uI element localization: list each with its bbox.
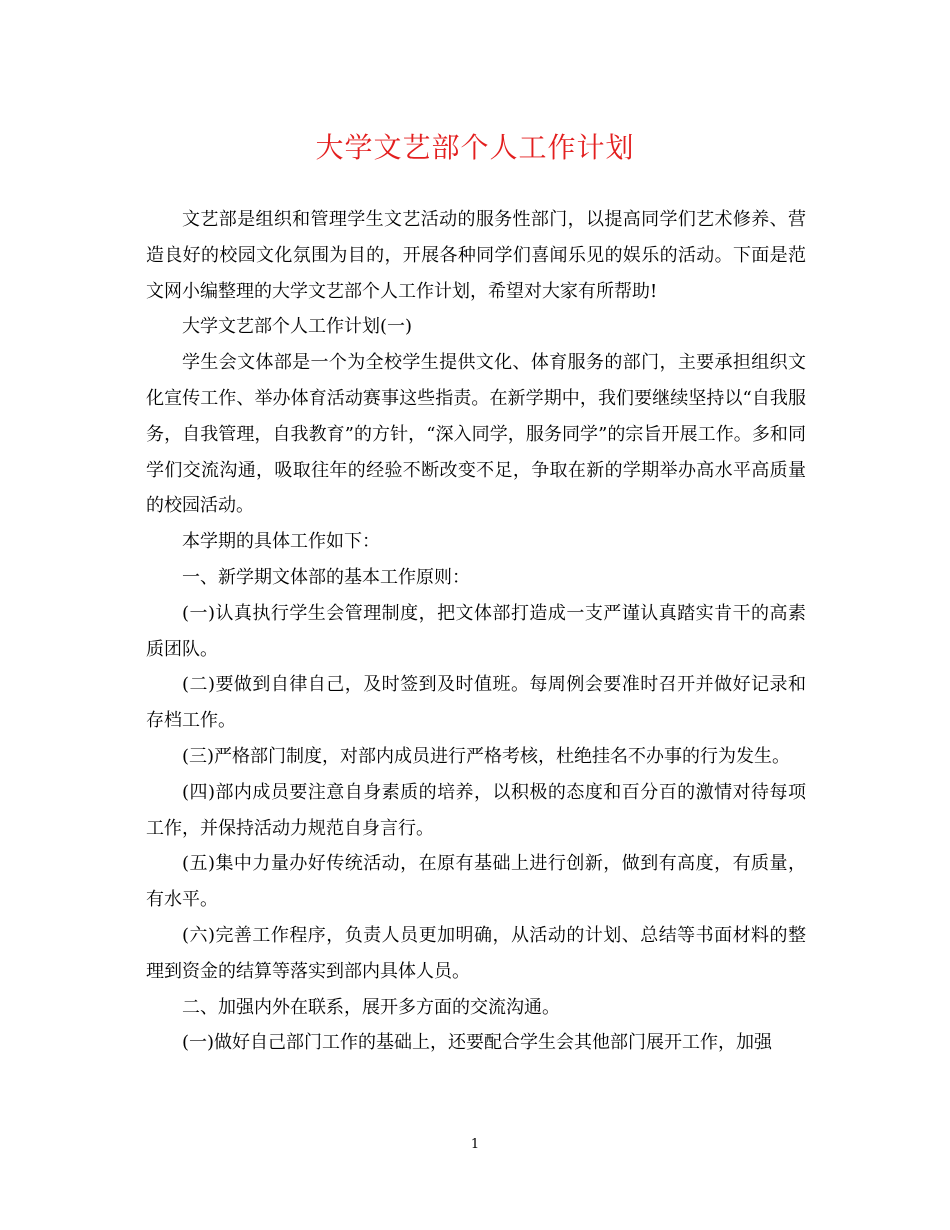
paragraph-principle-6: (六)完善工作程序，负责人员更加明确，从活动的计划、总结等书面材料的整理到资金的结算等落实到部内具体人员。: [146, 924, 806, 982]
paragraph-principle-2: (二)要做到自律自己，及时签到及时值班。每周例会要准时召开并做好记录和存档工作。: [146, 674, 806, 732]
paragraph-principles-heading: 一、新学期文体部的基本工作原则：: [182, 566, 470, 588]
paragraph-principle-4: (四)部内成员要注意自身素质的培养，以积极的态度和百分百的激情对待每项工作，并保持活动力规范自身言行。: [146, 781, 806, 839]
paragraph-section-heading: 大学文艺部个人工作计划(一): [182, 316, 413, 338]
paragraph-department-overview: 学生会文体部是一个为全校学生提供文化、体育服务的部门，主要承担组织文化宣传工作、举办体育活动赛事这些指责。在新学期中，我们要继续坚持以“自我服务，自我管理，自我教育”的方针，“深入同学，服务同学”的宗旨开展工作。多和同学们交流沟通，吸取往年的经验不断改变不足，争取在新的学期举办高水平高质量的校园活动。: [146, 352, 806, 517]
paragraph-principle-1: (一)认真执行学生会管理制度，把文体部打造成一支严谨认真踏实肯干的高素质团队。: [146, 602, 806, 660]
page-number: 1: [470, 1137, 480, 1152]
paragraph-communication-heading: 二、加强内外在联系，展开多方面的交流沟通。: [182, 996, 560, 1018]
paragraph-communication-1: (一)做好自己部门工作的基础上，还要配合学生会其他部门展开工作，加强: [182, 1032, 773, 1054]
paragraph-work-intro: 本学期的具体工作如下：: [182, 531, 380, 553]
document-title: 大学文艺部个人工作计划: [315, 131, 635, 164]
document-body: [146, 202, 806, 1061]
paragraph-intro: 文艺部是组织和管理学生文艺活动的服务性部门，以提高同学们艺术修养、营造良好的校园文化氛围为目的，开展各种同学们喜闻乐见的娱乐的活动。下面是范文网小编整理的大学文艺部个人工作计划，希望对大家有所帮助!: [146, 209, 806, 302]
paragraph-principle-5: (五)集中力量办好传统活动，在原有基础上进行创新，做到有高度，有质量，有水平。: [146, 853, 806, 911]
paragraph-principle-3: (三)严格部门制度，对部内成员进行严格考核，杜绝挂名不办事的行为发生。: [182, 745, 791, 767]
